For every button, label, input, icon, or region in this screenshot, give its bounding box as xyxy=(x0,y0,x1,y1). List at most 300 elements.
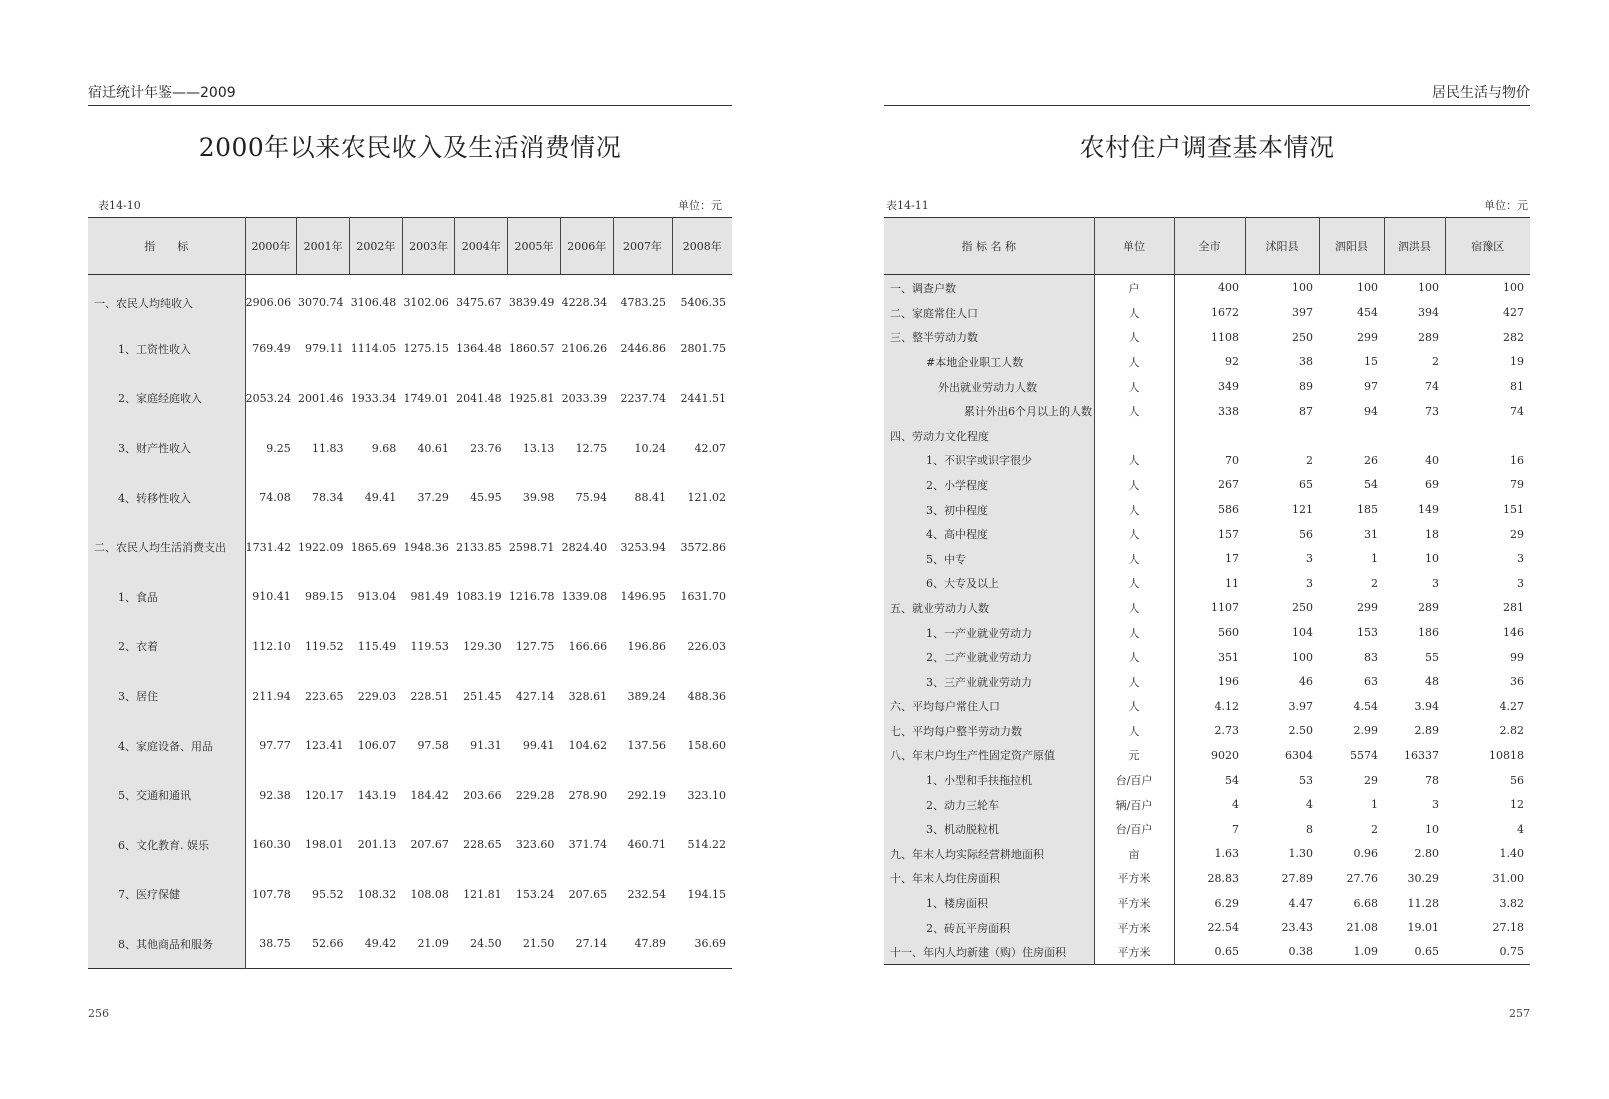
cell-value: 196 xyxy=(1218,675,1239,689)
cell-value: 299 xyxy=(1357,601,1378,615)
cell-value: 4 xyxy=(1232,798,1239,812)
cell-value: 2.80 xyxy=(1414,847,1439,861)
cell-value: 4.12 xyxy=(1214,699,1239,713)
table-meta xyxy=(98,197,722,211)
cell-value: 153.24 xyxy=(515,887,555,901)
row-label: 6、大专及以上 xyxy=(884,571,1094,596)
cell-value: 92.38 xyxy=(259,788,291,802)
row-unit: 人 xyxy=(1094,596,1174,621)
row-label: 外出就业劳动力人数 xyxy=(884,374,1094,399)
table-meta xyxy=(886,197,1528,211)
cell-value: 1860.57 xyxy=(508,342,555,356)
cell-value: 371.74 xyxy=(568,838,608,852)
page-number: 257 xyxy=(1509,1007,1530,1020)
cell-value: 27.18 xyxy=(1492,921,1524,935)
cell-value: 16337 xyxy=(1404,748,1439,762)
cell-value: 2.50 xyxy=(1288,724,1313,738)
table-row xyxy=(884,497,1530,522)
row-label: #本地企业职工人数 xyxy=(884,350,1094,375)
header-indicator: 指 标 xyxy=(88,218,245,275)
cell-value: 24.50 xyxy=(470,937,502,951)
cell-value: 211.94 xyxy=(252,689,291,703)
cell-value: 2133.85 xyxy=(456,540,502,554)
table-row xyxy=(884,596,1530,621)
row-label: 3、财产性收入 xyxy=(88,423,245,473)
cell-value: 1.30 xyxy=(1288,847,1313,861)
table-row xyxy=(88,870,732,920)
cell-value: 30.29 xyxy=(1407,871,1439,885)
income-consumption-table xyxy=(88,217,732,969)
cell-value: 207.67 xyxy=(410,838,449,852)
header-year: 2007年 xyxy=(613,218,672,275)
cell-value: 78.34 xyxy=(312,491,344,505)
cell-value: 4.47 xyxy=(1288,896,1313,910)
cell-value: 29 xyxy=(1510,527,1524,541)
cell-value: 99 xyxy=(1510,650,1524,664)
cell-value: 45.95 xyxy=(470,491,502,505)
row-unit: 人 xyxy=(1094,522,1174,547)
header-year: 2008年 xyxy=(672,218,732,275)
table-row xyxy=(884,620,1530,645)
cell-value: 1631.70 xyxy=(680,590,726,604)
cell-value: 87 xyxy=(1299,404,1313,418)
cell-value: 107.78 xyxy=(252,887,291,901)
cell-value: 106.07 xyxy=(357,739,397,753)
cell-value: 108.08 xyxy=(410,887,449,901)
table-row xyxy=(884,817,1530,842)
cell-value: 3 xyxy=(1432,576,1439,590)
table-unit: 单位：元 xyxy=(678,199,722,212)
running-head xyxy=(88,85,732,106)
row-unit: 台/百户 xyxy=(1094,768,1174,793)
cell-value: 1339.08 xyxy=(561,590,608,604)
cell-value: 389.24 xyxy=(627,689,666,703)
cell-value: 514.22 xyxy=(687,838,726,852)
cell-value: 49.41 xyxy=(364,491,397,505)
table-row xyxy=(884,399,1530,424)
cell-value: 120.17 xyxy=(305,788,344,802)
cell-value: 39.98 xyxy=(522,491,555,505)
table-row xyxy=(88,820,732,870)
cell-value: 151 xyxy=(1503,503,1524,517)
cell-value: 91.31 xyxy=(470,739,502,753)
cell-value: 78 xyxy=(1425,773,1439,787)
row-unit: 人 xyxy=(1094,620,1174,645)
cell-value: 119.52 xyxy=(305,639,344,653)
cell-value: 586 xyxy=(1218,503,1239,517)
cell-value: 1.09 xyxy=(1353,945,1378,959)
cell-value: 2446.86 xyxy=(620,342,666,356)
cell-value: 2906.06 xyxy=(245,296,292,310)
cell-value: 28.83 xyxy=(1207,871,1239,885)
row-label: 2、衣着 xyxy=(88,622,245,672)
row-label: 3、三产业就业劳动力 xyxy=(884,669,1094,694)
table-row xyxy=(884,915,1530,940)
cell-value: 10818 xyxy=(1489,748,1524,762)
cell-value: 56 xyxy=(1299,527,1313,541)
cell-value: 6.29 xyxy=(1214,896,1239,910)
cell-value: 18 xyxy=(1425,527,1439,541)
cell-value: 153 xyxy=(1357,626,1378,640)
row-label: 3、机动脱粒机 xyxy=(884,817,1094,842)
row-unit: 平方米 xyxy=(1094,866,1174,891)
table-row xyxy=(884,473,1530,498)
row-label: 1、食品 xyxy=(88,572,245,622)
cell-value: 2 xyxy=(1371,822,1378,836)
cell-value: 127.75 xyxy=(515,639,555,653)
row-unit: 人 xyxy=(1094,374,1174,399)
row-label: 二、农民人均生活消费支出 xyxy=(88,522,245,572)
cell-value: 29 xyxy=(1364,773,1378,787)
cell-value: 5406.35 xyxy=(680,296,726,310)
header-region: 泗洪县 xyxy=(1384,218,1445,275)
cell-value: 54 xyxy=(1364,478,1378,492)
cell-value: 40 xyxy=(1425,453,1439,467)
cell-value: 166.66 xyxy=(568,639,608,653)
row-label: 4、家庭设备、用品 xyxy=(88,721,245,771)
page-number: 256 xyxy=(88,1007,109,1020)
row-label: 六、平均每户常住人口 xyxy=(884,694,1094,719)
cell-value: 9.68 xyxy=(371,441,397,455)
row-label: 2、二产业就业劳动力 xyxy=(884,645,1094,670)
cell-value: 19 xyxy=(1510,355,1524,369)
cell-value: 36 xyxy=(1510,675,1524,689)
cell-value: 26 xyxy=(1364,453,1378,467)
cell-value: 4 xyxy=(1517,822,1524,836)
row-label: 3、居住 xyxy=(88,671,245,721)
table-row xyxy=(884,866,1530,891)
cell-value: 100 xyxy=(1418,281,1439,295)
row-label: 2、砖瓦平房面积 xyxy=(884,915,1094,940)
cell-value: 560 xyxy=(1218,626,1239,640)
cell-value: 70 xyxy=(1225,453,1239,467)
cell-value xyxy=(1384,423,1445,448)
cell-value: 81 xyxy=(1510,380,1524,394)
row-unit: 人 xyxy=(1094,301,1174,326)
cell-value: 2 xyxy=(1432,355,1439,369)
row-label: 十、年末人均住房面积 xyxy=(884,866,1094,891)
rural-household-survey-table xyxy=(884,217,1530,965)
cell-value: 7 xyxy=(1232,822,1239,836)
row-label: 4、高中程度 xyxy=(884,522,1094,547)
cell-value: 196.86 xyxy=(627,639,666,653)
cell-value: 31.00 xyxy=(1492,871,1524,885)
table-row xyxy=(88,721,732,771)
cell-value: 1083.19 xyxy=(456,590,502,604)
row-unit: 人 xyxy=(1094,669,1174,694)
cell-value: 100 xyxy=(1292,650,1313,664)
cell-value: 38.75 xyxy=(259,937,291,951)
cell-value: 3106.48 xyxy=(350,296,397,310)
cell-value: 1364.48 xyxy=(456,342,502,356)
cell-value: 9020 xyxy=(1211,748,1239,762)
row-label: 2、小学程度 xyxy=(884,473,1094,498)
cell-value: 74 xyxy=(1510,404,1524,418)
row-unit: 人 xyxy=(1094,645,1174,670)
cell-value: 251.45 xyxy=(463,689,502,703)
row-label: 十一、年内人均新建（购）住房面积 xyxy=(884,940,1094,965)
table-row xyxy=(88,473,732,523)
cell-value: 3.97 xyxy=(1288,699,1313,713)
cell-value: 229.03 xyxy=(357,689,397,703)
table-row xyxy=(884,571,1530,596)
cell-value: 228.51 xyxy=(410,689,449,703)
cell-value: 267 xyxy=(1218,478,1239,492)
cell-value: 108.32 xyxy=(357,887,397,901)
cell-value: 74 xyxy=(1425,380,1439,394)
cell-value: 121.02 xyxy=(687,491,726,505)
cell-value xyxy=(1319,423,1384,448)
cell-value: 198.01 xyxy=(305,838,344,852)
table-row xyxy=(88,770,732,820)
cell-value: 104 xyxy=(1292,626,1313,640)
table-row xyxy=(884,350,1530,375)
table-row xyxy=(88,374,732,424)
cell-value: 769.49 xyxy=(252,342,291,356)
cell-value: 1496.95 xyxy=(620,590,666,604)
table-row xyxy=(884,275,1530,301)
cell-value: 52.66 xyxy=(312,937,344,951)
row-label: 九、年末人均实际经营耕地面积 xyxy=(884,842,1094,867)
cell-value: 1275.15 xyxy=(403,342,449,356)
table-row xyxy=(884,423,1530,448)
cell-value: 2.82 xyxy=(1499,724,1524,738)
table-row xyxy=(88,522,732,572)
cell-value: 292.19 xyxy=(627,788,666,802)
cell-value: 22.54 xyxy=(1207,921,1239,935)
cell-value: 3 xyxy=(1306,576,1313,590)
row-unit: 户 xyxy=(1094,275,1174,301)
cell-value: 79 xyxy=(1510,478,1524,492)
cell-value: 129.30 xyxy=(463,639,502,653)
cell-value: 460.71 xyxy=(627,838,666,852)
table-row xyxy=(88,671,732,721)
table-row xyxy=(884,940,1530,965)
cell-value: 2053.24 xyxy=(245,391,292,405)
cell-value: 74.08 xyxy=(259,491,291,505)
cell-value: 2801.75 xyxy=(680,342,726,356)
cell-value: 1 xyxy=(1371,798,1378,812)
row-label: 三、整半劳动力数 xyxy=(884,325,1094,350)
header-year: 2002年 xyxy=(350,218,403,275)
cell-value: 3.94 xyxy=(1414,699,1439,713)
table-row xyxy=(88,324,732,374)
cell-value: 54 xyxy=(1225,773,1239,787)
table-row xyxy=(884,522,1530,547)
cell-value: 1749.01 xyxy=(403,391,449,405)
cell-value: 207.65 xyxy=(568,887,608,901)
cell-value: 289 xyxy=(1418,601,1439,615)
cell-value: 9.25 xyxy=(266,441,291,455)
row-label: 1、一产业就业劳动力 xyxy=(884,620,1094,645)
cell-value: 203.66 xyxy=(463,788,502,802)
running-head-text: 居民生活与物价 xyxy=(1432,85,1530,101)
cell-value: 2 xyxy=(1306,453,1313,467)
header-region: 泗阳县 xyxy=(1319,218,1384,275)
cell-value: 13.13 xyxy=(522,441,555,455)
cell-value: 250 xyxy=(1292,601,1313,615)
cell-value: 69 xyxy=(1425,478,1439,492)
cell-value: 1672 xyxy=(1211,306,1239,320)
cell-value: 10 xyxy=(1425,822,1439,836)
cell-value xyxy=(1174,423,1245,448)
cell-value: 2441.51 xyxy=(680,391,726,405)
running-head xyxy=(884,85,1530,106)
cell-value: 979.11 xyxy=(305,342,344,356)
cell-value: 4783.25 xyxy=(620,296,666,310)
row-label: 2、动力三轮车 xyxy=(884,792,1094,817)
cell-value: 46 xyxy=(1299,675,1313,689)
cell-value: 185 xyxy=(1357,503,1378,517)
row-unit: 人 xyxy=(1094,473,1174,498)
cell-value: 3 xyxy=(1517,576,1524,590)
row-unit: 平方米 xyxy=(1094,940,1174,965)
row-unit: 台/百户 xyxy=(1094,817,1174,842)
cell-value: 10 xyxy=(1425,552,1439,566)
row-unit: 人 xyxy=(1094,350,1174,375)
table-row xyxy=(884,743,1530,768)
table-row xyxy=(884,891,1530,916)
cell-value: 97.77 xyxy=(259,739,291,753)
cell-value: 95.52 xyxy=(312,887,344,901)
cell-value: 2106.26 xyxy=(561,342,608,356)
cell-value: 17 xyxy=(1225,552,1239,566)
cell-value: 2.99 xyxy=(1353,724,1378,738)
cell-value: 289 xyxy=(1418,330,1439,344)
table-row xyxy=(88,622,732,672)
cell-value: 8 xyxy=(1306,822,1313,836)
cell-value: 12.75 xyxy=(575,441,608,455)
row-label: 四、劳动力文化程度 xyxy=(884,423,1094,448)
cell-value: 123.41 xyxy=(305,739,344,753)
cell-value: 21.50 xyxy=(522,937,555,951)
cell-value: 36.69 xyxy=(694,937,726,951)
table-header-row xyxy=(884,218,1530,275)
cell-value: 3 xyxy=(1432,798,1439,812)
cell-value: 121.81 xyxy=(463,887,502,901)
cell-value: 1948.36 xyxy=(403,540,449,554)
row-unit: 平方米 xyxy=(1094,915,1174,940)
header-year: 2005年 xyxy=(508,218,561,275)
row-unit: 人 xyxy=(1094,497,1174,522)
cell-value: 40.61 xyxy=(417,441,449,455)
cell-value: 121 xyxy=(1292,503,1313,517)
table-row xyxy=(884,546,1530,571)
cell-value: 97 xyxy=(1364,380,1378,394)
cell-value: 53 xyxy=(1299,773,1313,787)
cell-value: 157 xyxy=(1218,527,1239,541)
row-unit: 人 xyxy=(1094,448,1174,473)
cell-value: 454 xyxy=(1357,306,1378,320)
row-label: 1、不识字或识字很少 xyxy=(884,448,1094,473)
cell-value: 137.56 xyxy=(627,739,666,753)
cell-value: 427.14 xyxy=(515,689,555,703)
row-unit: 元 xyxy=(1094,743,1174,768)
cell-value: 94 xyxy=(1364,404,1378,418)
cell-value: 48 xyxy=(1425,675,1439,689)
cell-value: 1107 xyxy=(1211,601,1239,615)
cell-value: 1.63 xyxy=(1214,847,1239,861)
cell-value: 11 xyxy=(1225,576,1239,590)
cell-value: 47.89 xyxy=(634,937,666,951)
cell-value: 100 xyxy=(1503,281,1524,295)
cell-value: 11.83 xyxy=(312,441,344,455)
cell-value: 23.43 xyxy=(1281,921,1313,935)
cell-value: 4 xyxy=(1306,798,1313,812)
header-unit: 单位 xyxy=(1094,218,1174,275)
cell-value: 27.14 xyxy=(575,937,608,951)
cell-value: 149 xyxy=(1418,503,1439,517)
cell-value: 282 xyxy=(1503,330,1524,344)
cell-value: 349 xyxy=(1218,380,1239,394)
row-unit: 人 xyxy=(1094,546,1174,571)
table-row xyxy=(884,645,1530,670)
cell-value: 115.49 xyxy=(357,639,397,653)
table-header-row xyxy=(88,218,732,275)
row-unit: 平方米 xyxy=(1094,891,1174,916)
page-title: 农村住户调查基本情况 xyxy=(1079,133,1335,162)
header-region: 宿豫区 xyxy=(1445,218,1530,275)
cell-value: 27.76 xyxy=(1346,871,1378,885)
cell-value: 21.09 xyxy=(417,937,449,951)
cell-value: 3572.86 xyxy=(680,540,726,554)
cell-value: 97.58 xyxy=(417,739,449,753)
table-row xyxy=(884,374,1530,399)
cell-value: 83 xyxy=(1364,650,1378,664)
row-label: 五、就业劳动力人数 xyxy=(884,596,1094,621)
cell-value: 104.62 xyxy=(568,739,608,753)
cell-value: 0.65 xyxy=(1414,945,1439,959)
row-unit: 人 xyxy=(1094,325,1174,350)
cell-value: 38 xyxy=(1299,355,1313,369)
cell-value: 21.08 xyxy=(1346,921,1378,935)
header-year: 2006年 xyxy=(560,218,613,275)
cell-value: 1865.69 xyxy=(350,540,397,554)
header-year: 2001年 xyxy=(297,218,350,275)
cell-value: 2.73 xyxy=(1214,724,1239,738)
row-label: 1、工资性收入 xyxy=(88,324,245,374)
cell-value: 143.19 xyxy=(357,788,397,802)
cell-value: 100 xyxy=(1292,281,1313,295)
table-row xyxy=(88,572,732,622)
row-label: 4、转移性收入 xyxy=(88,473,245,523)
cell-value: 4228.34 xyxy=(561,296,608,310)
cell-value: 3102.06 xyxy=(403,296,449,310)
row-label: 3、初中程度 xyxy=(884,497,1094,522)
cell-value: 400 xyxy=(1218,281,1239,295)
row-label: 2、家庭经庭收入 xyxy=(88,374,245,424)
cell-value: 1114.05 xyxy=(350,342,397,356)
cell-value: 3.82 xyxy=(1499,896,1524,910)
table-number: 表14-10 xyxy=(98,199,141,212)
cell-value: 49.42 xyxy=(364,937,397,951)
row-unit: 人 xyxy=(1094,399,1174,424)
header-indicator: 指 标 名 称 xyxy=(884,218,1094,275)
table-row xyxy=(884,842,1530,867)
cell-value: 10.24 xyxy=(634,441,666,455)
cell-value: 3070.74 xyxy=(298,296,344,310)
header-year: 2003年 xyxy=(402,218,455,275)
cell-value: 19.01 xyxy=(1407,921,1439,935)
cell-value: 2.89 xyxy=(1414,724,1439,738)
cell-value: 2001.46 xyxy=(298,391,344,405)
table-row xyxy=(884,719,1530,744)
cell-value: 27.89 xyxy=(1281,871,1313,885)
cell-value: 201.13 xyxy=(357,838,397,852)
row-label: 7、医疗保健 xyxy=(88,870,245,920)
cell-value: 1925.81 xyxy=(508,391,555,405)
cell-value: 37.29 xyxy=(417,491,449,505)
